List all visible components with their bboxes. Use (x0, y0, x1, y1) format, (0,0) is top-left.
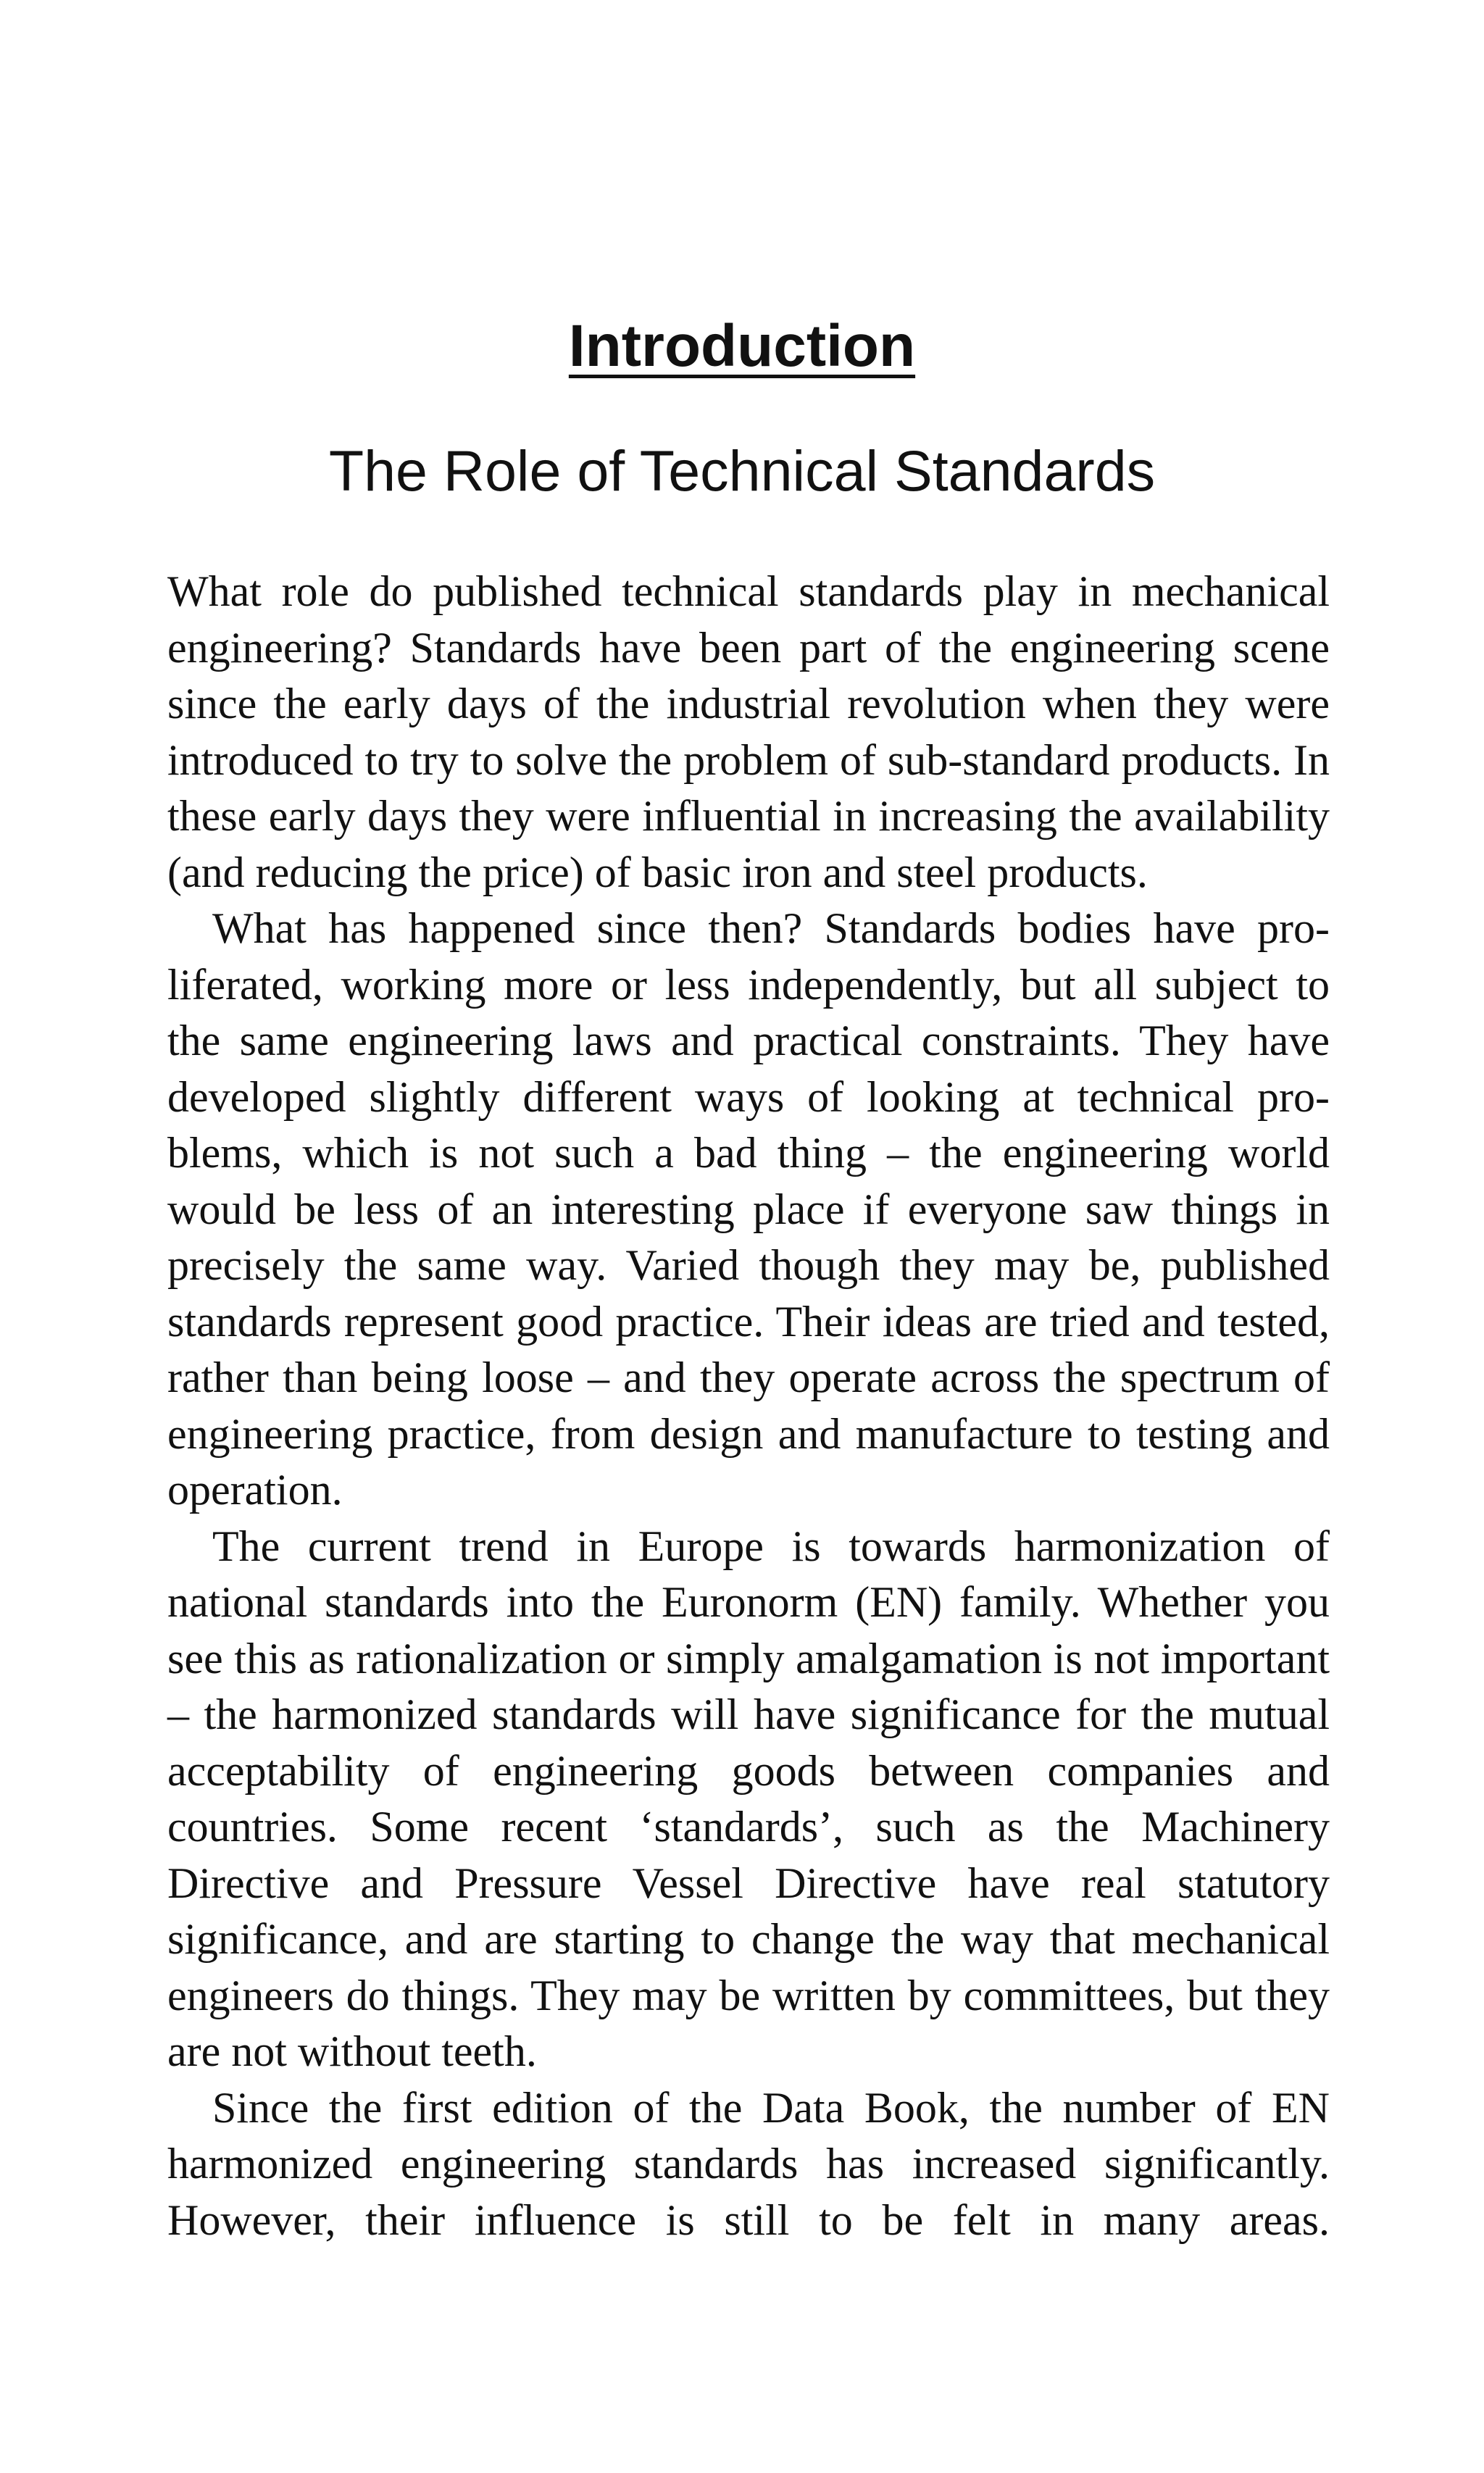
body-text (167, 564, 1330, 2248)
section-title: The Role of Technical Standards (328, 438, 1156, 503)
chapter-title-text: Introduction (568, 313, 916, 379)
paragraph: What role do published technical standards play in mechanical engineering? Standards have been part of the engineering scene since the early days of the industrial revolution when they were introduced to try to solve the problem of sub-standard products. In these early days they were influential in increasing the availability (and reducing the price) of basic iron and steel products. (167, 567, 1330, 896)
chapter-title (0, 310, 1484, 383)
paragraph: What has happened since then? Standards bodies have proliferated, working more or less independently, but all subject to the same engineering laws and practical constraints. They have developed slightly different ways of looking at technical problems, which is not such a bad thing – the engineering world would be less of an interesting place if everyone saw things in precisely the same way. Varied though they may be, published standards represent good practice. Their ideas are tried and tested, rather than being loose – and they operate across the spectrum of engineering practice, from design and manufacture to testing and operation. (167, 904, 1330, 1514)
paragraph: Since the first edition of the Data Book, the number of EN harmonized engineering standards has increased significantly. However, their influence is still to be felt in many areas. (167, 2083, 1330, 2244)
paragraph: The current trend in Europe is towards harmonization of national standards into the Euronorm (EN) family. Whether you see this as rationalization or simply amalgamation is not important – the harmonized standards will have significance for the mutual acceptability of engineering goods between companies and countries. Some recent ‘standards’, such as the Machinery Directive and Pressure Vessel Directive have real statutory significance, and are starting to change the way that mechanical engineers do things. They may be written by committees, but they are not without teeth. (167, 1522, 1330, 2075)
